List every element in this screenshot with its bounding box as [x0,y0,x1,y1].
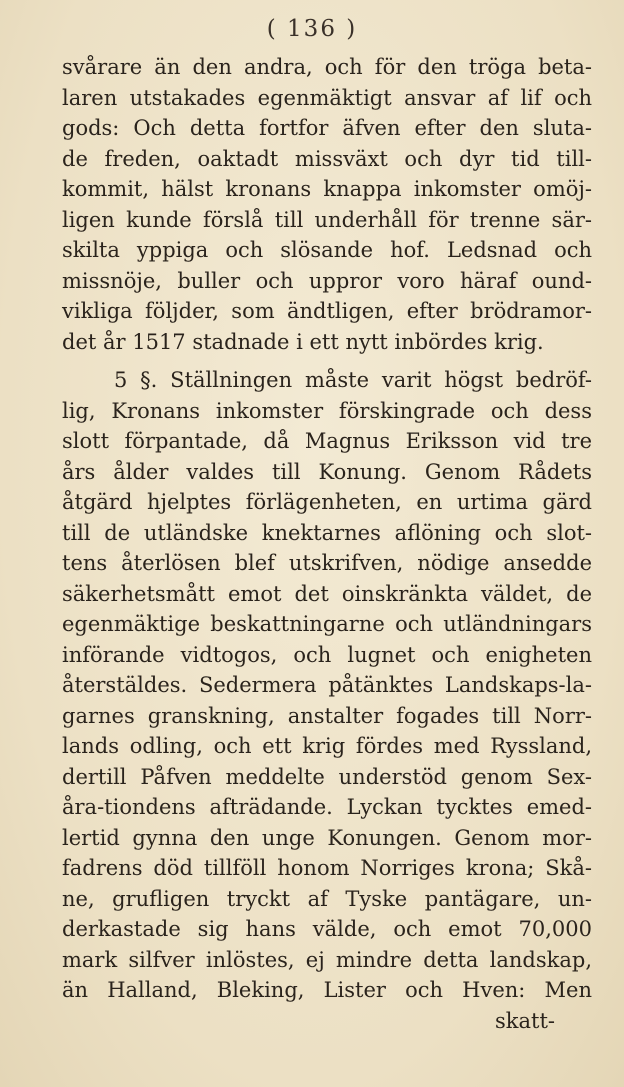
text-line: års ålder valdes till Konung. Genom Rådets [62,459,592,484]
text-line: slott förpantade, då Magnus Eriksson vid tre [62,429,592,453]
text-line: gods: Och detta fortfor äfven efter den sluta- [62,116,592,140]
text-line: laren utstakades egenmäktigt ansvar af lif och [62,85,592,110]
paragraph-2 [62,365,592,1006]
text-line: skilta yppiga och slösande hof. Ledsnad och [62,238,592,262]
text-line: dertill Påfven meddelte understöd genom Sex- [62,764,592,789]
body-text [62,52,592,1006]
text-line: ne, grufligen tryckt af Tyske pantägare, un- [62,886,592,911]
paragraph-gap [62,357,592,365]
text-line: till de utländske knektarnes aflöning och slot- [62,520,592,545]
text-line: tens återlösen blef utskrifven, nödige ansedde [62,551,592,575]
text-line: än Halland, Bleking, Lister och Hven: Men [62,978,592,1002]
text-line: återstäldes. Sedermera påtänktes Landskaps-la- [62,673,592,697]
text-line: svårare än den andra, och för den tröga beta- [62,55,592,79]
paragraph-1 [62,52,592,357]
text-line: de freden, oaktadt missväxt och dyr tid till- [62,146,592,171]
catchword: skatt- [495,1009,555,1033]
text-line: derkastade sig hans välde, och emot 70,000 [62,917,592,941]
text-line: egenmäktige beskattningarne och utländningars [62,612,592,636]
text-line: ligen kunde förslå till underhåll för trenne sär- [62,207,592,232]
text-line: lands odling, och ett krig fördes med Ryssland, [62,734,592,758]
text-line: mark silfver inlöstes, ej mindre detta landskap, [62,947,592,972]
text-line: kommit, hälst kronans knappa inkomster omöj- [62,177,592,201]
text-line: fadrens död tillföll honom Norriges krona; Skå- [62,856,592,880]
text-line: missnöje, buller och uppror voro häraf ound- [62,268,592,293]
text-line: det år 1517 stadnade i ett nytt inbördes krig. [62,329,544,354]
text-line: lertid gynna den unge Konungen. Genom mor- [62,825,592,850]
page-header: ( 136 ) [266,16,358,42]
text-line: lig, Kronans inkomster förskingrade och dess [62,398,592,423]
text-line: garnes granskning, anstalter fogades till Norr- [62,703,592,728]
text-line: införande vidtogos, och lugnet och enigheten [62,642,592,667]
text-line: 5 §. Ställningen måste varit högst bedröf- [114,368,592,392]
text-line: vikliga följder, som ändtligen, efter brödramor- [62,299,592,323]
text-line: åra-tiondens afträdande. Lyckan tycktes emed- [62,795,592,819]
text-line: säkerhetsmått emot det oinskränkta väldet, de [62,581,592,606]
text-line: åtgärd hjelptes förlägenheten, en urtima gärd [62,490,592,514]
